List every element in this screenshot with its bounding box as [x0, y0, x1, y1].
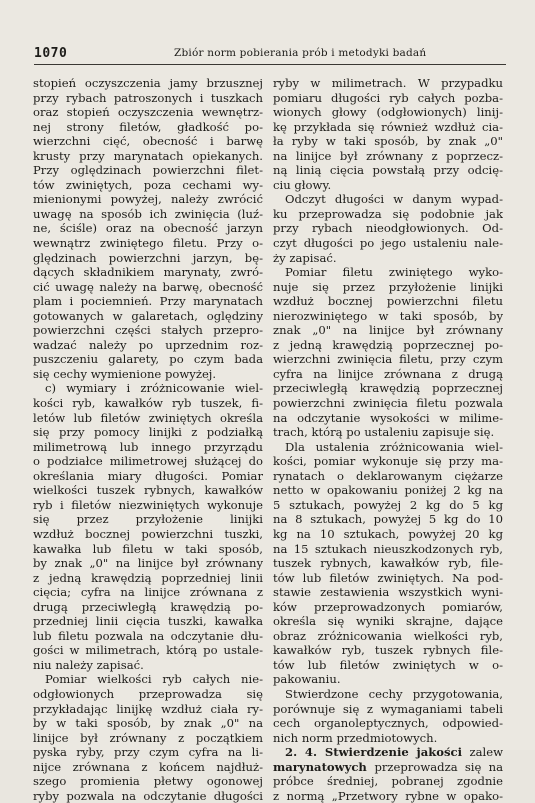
text-line: wionych głowy (odgłowionych) linij-	[273, 105, 503, 120]
text-line: przeciwległą krawędzią poprzecznej	[273, 381, 503, 396]
text-line: cech organoleptycznych, odpowied-	[273, 716, 503, 731]
text-line: wielkości tuszek rybnych, kawałków	[33, 483, 263, 498]
section-heading: 2. 4. Stwierdzenie jakości	[285, 745, 463, 760]
text-line	[273, 745, 503, 760]
text-line	[273, 760, 503, 775]
text-line: letów lub filetów zwiniętych określa	[33, 410, 263, 425]
text-line: na 8 sztukach, powyżej 5 kg do 10	[273, 512, 503, 527]
text-line: ryby pozwala na odczytanie długości	[33, 788, 263, 803]
text-line: kę przykłada się również wzdłuż cia-	[273, 119, 503, 134]
text-line: na odczytanie wysokości w milime-	[273, 410, 503, 425]
text-line: ku przeprowadza się podobnie jak	[273, 206, 503, 221]
text-line: tów lub filetów zwiniętych. Na pod-	[273, 570, 503, 585]
text-line: milimetrową lub innego przyrządu	[33, 439, 263, 454]
text-line: Stwierdzone cechy przygotowania,	[285, 686, 503, 701]
text-line: powierzchni zwinięcia filetu pozwala	[273, 396, 503, 411]
text-line: gości w milimetrach, którą po ustale-	[33, 643, 263, 658]
text-line: drugą przeciwległą krawędzią po-	[33, 599, 263, 614]
text-line: nej strony filetów, gładkość po-	[33, 119, 263, 134]
text-line: Odczyt długości w danym wypad-	[285, 192, 503, 207]
text-line: wzdłuż bocznej powierzchni filetu	[273, 294, 503, 309]
text-line: nierozwiniętego w taki sposób, by	[273, 308, 503, 323]
text-line: by znak „0" na linijce był zrównany	[33, 556, 263, 571]
text-line: krusty przy marynatach opiekanych.	[33, 148, 263, 163]
text-line: kg na 10 sztukach, powyżej 20 kg	[273, 526, 503, 541]
text-line: na 15 sztukach nieuszkodzonych ryb,	[273, 541, 503, 556]
text-line: Pomiar wielkości ryb całych nie-	[45, 672, 263, 687]
text-line: cić uwagę należy na barwę, obecność	[33, 279, 263, 294]
text-line: określa się wyniki skrajne, dające	[273, 614, 503, 629]
text-line: ryb i filetów niezwiniętych wykonuje	[33, 497, 263, 512]
text-line: nijce zrównana z końcem najdłuż-	[33, 759, 263, 774]
text-line: kości ryb, kawałków ryb tuszek, fi-	[33, 396, 263, 411]
text-line: obraz zróżnicowania wielkości ryb,	[273, 628, 503, 643]
text-line: Pomiar filetu zwiniętego wyko-	[285, 265, 503, 280]
text-line: cyfra na linijce zrównana z drugą	[273, 366, 503, 381]
text-line: pomiaru długości ryb całych pozba-	[273, 90, 503, 105]
text-line: wewnątrz zwiniętego filetu. Przy o-	[33, 236, 263, 251]
text-line: linijce był zrównany z początkiem	[33, 730, 263, 745]
text-line-body: przeprowadza się na	[374, 759, 503, 774]
text-line: przy rybach patroszonych i tuszkach	[33, 90, 263, 105]
text-line: ciu głowy.	[273, 177, 332, 192]
text-line: stopień oczyszczenia jamy brzusznej	[33, 76, 263, 90]
text-line: trach, którą po ustaleniu zapisuje się.	[273, 425, 495, 440]
text-line: pyska ryby, przy czym cyfra na li-	[33, 745, 263, 760]
text-line: odgłowionych przeprowadza się	[33, 686, 263, 701]
text-line: kawałka lub filetu w taki sposób,	[33, 541, 263, 556]
text-line: ków przeprowadzonych pomiarów,	[273, 599, 503, 614]
text-line: przykładając linijkę wzdłuż ciała ry-	[33, 701, 263, 716]
text-line: c) wymiary i zróżnicowanie wiel-	[45, 381, 263, 396]
text-line: przedniej linii cięcia tuszki, kawałka	[33, 614, 263, 629]
text-line: próbce średniej, pobranej zgodnie	[273, 774, 503, 789]
page-header	[34, 46, 504, 66]
text-line: na linijce był zrównany z poprzecz-	[273, 148, 503, 163]
text-line: lub filetu pozwala na odczytanie dłu-	[33, 628, 263, 643]
text-line: nuje się przez przyłożenie linijki	[273, 279, 503, 294]
text-line: puszczeniu galarety, po czym bada	[33, 352, 263, 367]
text-line: się cechy wymienione powyżej.	[33, 366, 217, 381]
text-line: Dla ustalenia zróżnicowania wiel-	[285, 439, 503, 454]
text-line: stawie zestawienia wszystkich wyni-	[273, 585, 503, 600]
text-line: cięcia; cyfra na linijce zrównana z	[33, 585, 263, 600]
text-line: wzdłuż bocznej powierzchni tuszki,	[33, 526, 263, 541]
text-line: by w taki sposób, by znak „0" na	[33, 716, 263, 731]
text-line: rynatach o deklarowanym ciężarze	[273, 468, 503, 483]
text-line: dących składnikiem marynaty, zwró-	[33, 265, 263, 280]
running-title: Zbiór norm pobierania prób i metodyki badań	[174, 47, 427, 59]
text-line: się przez przyłożenie linijki	[33, 512, 263, 527]
text-line: kości, pomiar wykonuje się przy ma-	[273, 454, 503, 469]
text-line: netto w opakowaniu poniżej 2 kg na	[273, 483, 503, 498]
text-line: z jedną krawędzią poprzedniej linii	[33, 570, 263, 585]
text-line: ży zapisać.	[273, 250, 337, 265]
text-line: z normą „Przetwory rybne w opako-	[273, 788, 503, 803]
text-line: znak „0" na linijce był zrównany	[273, 323, 503, 338]
text-line: kawałków ryb, tuszek rybnych file-	[273, 643, 503, 658]
text-line: pakowaniu.	[273, 672, 341, 687]
text-line: się przy pomocy linijki z podziałką	[33, 425, 263, 440]
text-line: ne, ściśle) oraz na obecność jarzyn	[33, 221, 263, 236]
text-line: uwagę na sposób ich zwinięcia (luź-	[33, 206, 263, 221]
text-line: tów lub filetów zwiniętych w o-	[273, 657, 503, 672]
text-line: wierzchni zwinięcia filetu, przy czym	[273, 352, 503, 367]
text-line: wierzchni cięć, obecność i barwę	[33, 134, 263, 149]
text-line: ględzinach powierzchni jarzyn, bę-	[33, 250, 263, 265]
left-text-column	[33, 76, 263, 803]
text-line: ną linią cięcia powstałą przy odcię-	[273, 163, 503, 178]
text-line: oraz stopień oczyszczenia wewnętrz-	[33, 105, 263, 120]
text-line: z jedną krawędzią poprzecznej po-	[273, 337, 503, 352]
section-heading: marynatowych	[273, 759, 375, 774]
right-text-column	[273, 76, 503, 803]
text-line: tów zwiniętych, poza cechami wy-	[33, 177, 263, 192]
text-line-body: zalew	[462, 745, 503, 760]
text-line: przy rybach nieodgłowionych. Od-	[273, 221, 503, 236]
text-line: nich norm przedmiotowych.	[273, 730, 438, 745]
text-line: szego promienia płetwy ogonowej	[33, 774, 263, 789]
text-line: Przy oględzinach powierzchni filet-	[33, 163, 263, 178]
text-line: tuszek rybnych, kawałków ryb, file-	[273, 556, 503, 571]
text-line: plam i pociemnień. Przy marynatach	[33, 294, 263, 309]
header-rule	[34, 64, 506, 65]
text-line: wadzać należy po uprzednim roz-	[33, 337, 263, 352]
text-line: gotowanych w galaretach, oględziny	[33, 308, 263, 323]
text-line: porównuje się z wymaganiami tabeli	[273, 701, 503, 716]
text-line: 5 sztukach, powyżej 2 kg do 5 kg	[273, 497, 503, 512]
text-line: ła ryby w taki sposób, by znak „0"	[273, 134, 503, 149]
text-line: czyt długości po jego ustaleniu nale-	[273, 236, 503, 251]
text-line: określania miary długości. Pomiar	[33, 468, 263, 483]
text-line: o podziałce milimetrowej służącej do	[33, 454, 263, 469]
text-line: ryby w milimetrach. W przypadku	[273, 76, 503, 90]
text-line: niu należy zapisać.	[33, 657, 144, 672]
text-line: mienionymi powyżej, należy zwrócić	[33, 192, 263, 207]
text-line: powierzchni części stałych przepro-	[33, 323, 263, 338]
page-number: 1070	[34, 46, 68, 61]
